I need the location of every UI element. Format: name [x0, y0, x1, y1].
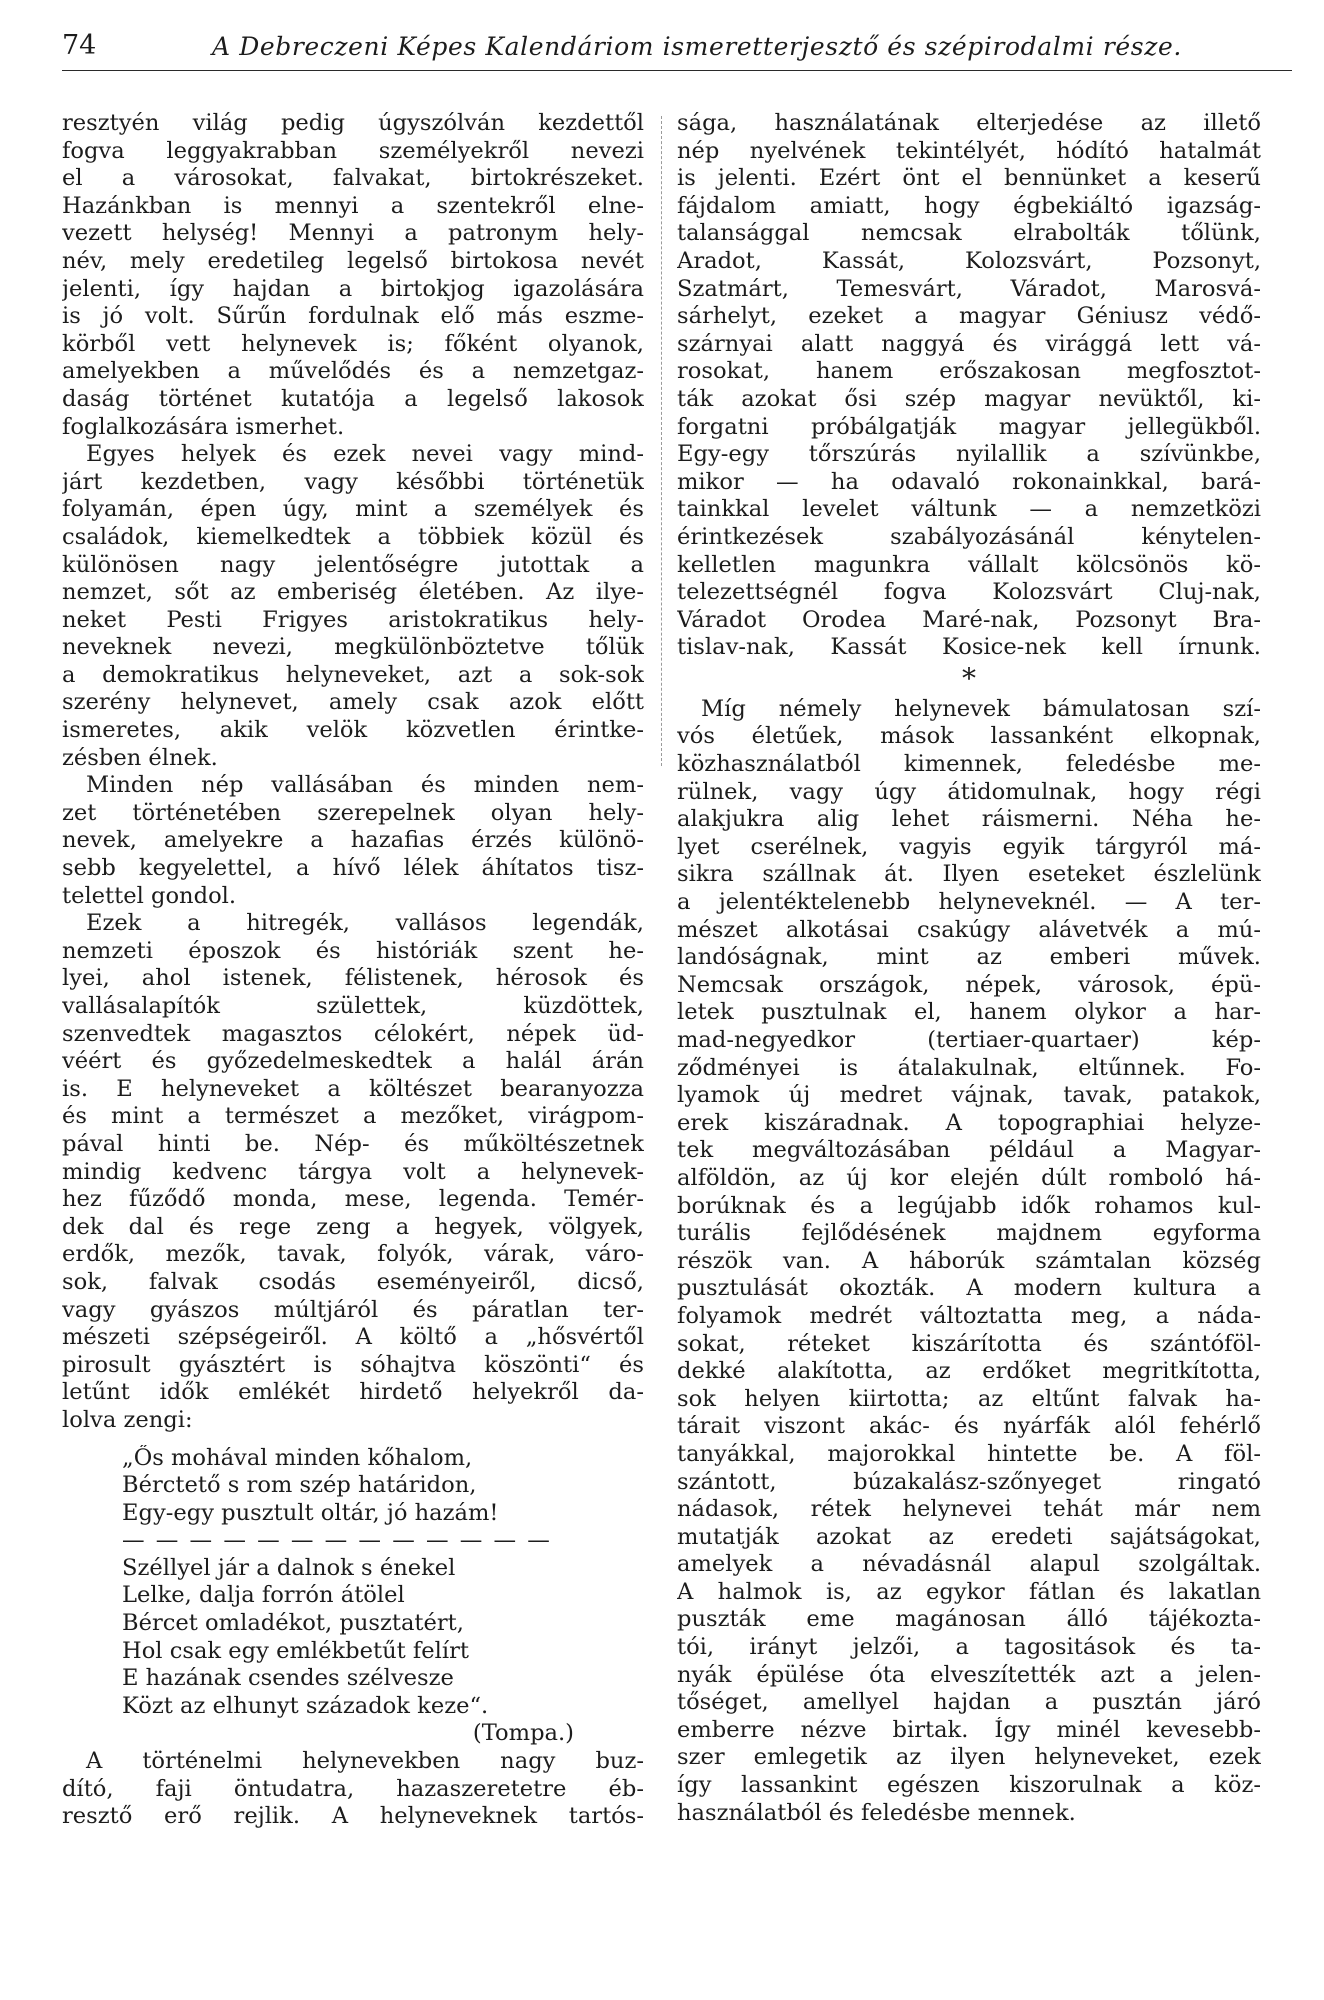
text-line: tainkkal levelet váltunk — a nemzetközi [677, 496, 1261, 523]
right-column [677, 110, 1261, 1827]
text-line: sokat, réteket kiszárította és szántóföl- [677, 1330, 1261, 1357]
text-line: sárhelyt, ezeket a magyar Géniusz védő- [677, 303, 1261, 330]
text-line: alakjukra alig lehet ráismerni. Néha he- [677, 806, 1261, 833]
text-line: telezettségnél fogva Kolozsvárt Cluj-nak, [677, 579, 1261, 606]
text-line: tislav-nak, Kassát Kosice-nek kell írnunk. [677, 634, 1261, 661]
text-line: resztő erő rejlik. A helyneveknek tartós- [62, 1803, 644, 1830]
poem-line: Bércet omladékot, pusztatért, [122, 1610, 464, 1637]
text-line: szántott, búzakalász-szőnyeget ringató [677, 1468, 1261, 1495]
text-line: landóságnak, mint az emberi művek. [677, 944, 1261, 971]
text-line: szárnyai alatt naggyá és virággá lett vá- [677, 330, 1261, 357]
text-line: érintkezések szabályozásánál kénytelen- [677, 523, 1261, 550]
text-line: szerény helynevet, amely csak azok előtt [62, 689, 644, 716]
poem-attribution: (Tompa.) [472, 1720, 574, 1747]
text-line: sebb kegyelettel, a hívő lélek áhítatos tisz- [62, 855, 644, 882]
text-line: és mint a természet a mezőket, virágpom- [62, 1103, 644, 1130]
text-line: pával hinti be. Nép- és műköltészetnek [62, 1130, 644, 1157]
text-line: foglalkozására ismerhet. [62, 413, 345, 440]
poem-line: Közt az elhunyt századok keze“. [122, 1692, 489, 1719]
text-line: közhasználatból kimennek, feledésbe me- [677, 751, 1261, 778]
text-line: nép nyelvének tekintélyét, hódító hatalmát [677, 137, 1261, 164]
text-line: dekké alakította, az erdőket megritkította, [677, 1358, 1261, 1385]
text-line: vagy gyászos múltjáról és páratlan ter- [62, 1296, 644, 1323]
text-line: amelyekben a művelődés és a nemzetgaz- [62, 358, 644, 385]
text-line: használatból és feledésbe mennek. [677, 1799, 1076, 1826]
running-title: A Debreczeni Képes Kalendáriom ismeretterjesztő és szépirodalmi része. [212, 32, 1182, 61]
text-line: a jelentéktelenebb helyneveknél. — A ter- [677, 889, 1261, 916]
text-line: nemzeti époszok és históriák szent he- [62, 937, 644, 964]
paragraph-start-line: Ezek a hitregék, vallásos legendák, [86, 910, 644, 937]
text-line: tek megváltozásában például a Magyar- [677, 1137, 1261, 1164]
text-line: sok helyen kiirtotta; az eltűnt falvak ha- [677, 1385, 1261, 1412]
text-line: rosokat, hanem erőszakosan megfosztot- [677, 358, 1261, 385]
text-line: ták azokat ősi szép magyar nevüktől, ki- [677, 385, 1261, 412]
text-line: nevek, amelyekre a hazafias érzés különö- [62, 827, 644, 854]
text-line: nádasok, rétek helynevei tehát már nem [677, 1496, 1261, 1523]
text-columns [62, 110, 1292, 1970]
text-line: erek kiszáradnak. A topographiai helyze- [677, 1109, 1261, 1136]
text-line: Hazánkban is mennyi a szentekről elne- [62, 192, 644, 219]
text-line: kelletlen magunkra vállalt kölcsönös kö- [677, 551, 1261, 578]
text-line: mészet alkotásai csakúgy alávetvék a mú- [677, 916, 1261, 943]
text-line: vallásalapítók születtek, küzdöttek, [62, 993, 644, 1019]
text-line: Egy-egy tőrszúrás nyilallik a szívünkbe, [677, 441, 1261, 468]
text-line: Aradot, Kassát, Kolozsvárt, Pozsonyt, [677, 247, 1261, 274]
paragraph-start-line: A történelmi helynevekben nagy buz- [86, 1748, 644, 1775]
text-line: neket Pesti Frigyes aristokratikus hely- [62, 606, 644, 633]
text-line: mad-negyedkor (tertiaer-quartaer) kép- [677, 1027, 1261, 1053]
paragraph-start-line: Minden nép vallásában és minden nem- [86, 772, 644, 799]
text-line: dek dal és rege zeng a hegyek, völgyek, [62, 1213, 644, 1240]
text-line: is. E helyneveket a költészet bearanyozza [62, 1075, 644, 1102]
text-line: családok, kiemelkedtek a többiek közül és [62, 523, 644, 550]
text-line: fájdalom amiatt, hogy égbekiáltó igazság- [677, 192, 1261, 219]
poem-line: Széllyel jár a dalnok s énekel [122, 1554, 456, 1581]
text-line: A halmok is, az egykor fátlan és lakatlan [677, 1578, 1261, 1605]
text-line: ismeretes, akik velök közvetlen érintke- [62, 717, 644, 744]
text-line: sok, falvak csodás eseményeiről, dicső, [62, 1268, 644, 1295]
text-line: pusztulását okozták. A modern kultura a [677, 1275, 1261, 1302]
section-separator-asterisk: * [962, 661, 976, 695]
text-line: Váradot Orodea Maré-nak, Pozsonyt Bra- [677, 606, 1261, 633]
text-line: szenvedtek magasztos célokért, népek üd- [62, 1020, 644, 1047]
text-line: sikra szállnak át. Ilyen eseteket észlelünk [677, 861, 1261, 888]
text-line: turális fejlődésének majdnem egyforma [677, 1220, 1261, 1247]
text-line: vezett helység! Mennyi a patronym hely- [62, 220, 644, 247]
poem-line: E hazának csendes szélvesze [122, 1665, 454, 1692]
text-line: amelyek a névadásnál alapul szolgáltak. [677, 1551, 1261, 1578]
text-line: vós életűek, mások lassanként elkopnak, [677, 723, 1261, 750]
text-line: sága, használatának elterjedése az illető [677, 110, 1261, 136]
text-line: ződményei is átalakulnak, eltűnnek. Fo- [677, 1054, 1261, 1081]
text-line: letűnt idők emlékét hirdető helyekről da- [62, 1379, 644, 1406]
text-line: nyák épülése óta elveszítették azt a jelen- [677, 1661, 1261, 1688]
paragraph-start-line: Míg némely helynevek bámulatosan szí- [701, 695, 1261, 722]
text-line: név, mely eredetileg legelső birtokosa nevét [62, 247, 644, 274]
text-line: borúknak és a legújabb idők rohamos kul- [677, 1192, 1261, 1219]
page-header [62, 28, 1292, 71]
text-line: is jó volt. Sűrűn fordulnak elő más eszme- [62, 303, 644, 330]
text-line: lyei, ahol istenek, félistenek, hérosok és [62, 965, 644, 992]
left-column [62, 110, 644, 1831]
text-line: véért és győzedelmeskedtek a halál árán [62, 1048, 644, 1075]
text-line: tárait viszont akác- és nyárfák alól fehérlő [677, 1413, 1261, 1440]
text-line: körből vett helynevek is; főként olyanok, [62, 330, 644, 357]
page-number: 74 [62, 30, 97, 61]
text-line: tőséget, amellyel hajdan a pusztán járó [677, 1689, 1261, 1716]
text-line: neveknek nevezi, megkülönböztetve tőlük [62, 634, 644, 661]
text-line: mutatják azokat az eredeti sajátságokat, [677, 1523, 1261, 1550]
text-line: puszták eme magánosan álló tájékozta- [677, 1606, 1261, 1633]
paragraph-start-line: Egyes helyek és ezek nevei vagy mind- [86, 441, 644, 468]
text-line: jelenti, így hajdan a birtokjog igazolására [62, 275, 644, 302]
text-line: pirosult gyásztért is sóhajtva köszönti“ és [62, 1351, 644, 1378]
text-line: fogva leggyakrabban személyekről nevezi [62, 137, 644, 164]
poem-line: Bérctető s rom szép határidon, [122, 1472, 477, 1499]
poem [62, 1445, 644, 1749]
poem-line: Lelke, dalja forrón átölel [122, 1582, 405, 1609]
text-line: járt kezdetben, vagy későbbi történetük [62, 468, 644, 495]
text-line: lolva zengi: [62, 1406, 193, 1433]
text-line: rülnek, vagy úgy átidomulnak, hogy régi [677, 778, 1261, 805]
book-page [62, 28, 1292, 1978]
text-line: talansággal nemcsak elrabolták tőlünk, [677, 220, 1261, 247]
poem-separator: — — — — — — — — — — — — — [122, 1527, 552, 1554]
text-line: mészeti szépségeiről. A költő a „hősvértől [62, 1324, 644, 1351]
text-line: telettel gondol. [62, 882, 237, 909]
poem-gap [62, 1435, 644, 1445]
text-line: folyamok medrét változtatta meg, a náda- [677, 1302, 1261, 1329]
text-line: nemzet, sőt az emberiség életében. Az ilye- [62, 579, 644, 606]
text-line: mikor — ha odavaló rokonainkkal, bará- [677, 468, 1261, 495]
text-line: alföldön, az új kor elején dúlt romboló há- [677, 1164, 1261, 1191]
poem-line: „Ős mohával minden kőhalom, [122, 1444, 473, 1471]
text-line: tanyákkal, majorokkal hintette be. A föl- [677, 1440, 1261, 1467]
poem-line: Egy-egy pusztult oltár, jó hazám! [122, 1499, 499, 1526]
text-line: lyet cserélnek, vagyis egyik tárgyról má- [677, 833, 1261, 860]
text-line: daság történet kutatója a legelső lakosok [62, 385, 644, 412]
text-line: el a városokat, falvakat, birtokrészeket. [62, 165, 644, 192]
text-line: erdők, mezők, tavak, folyók, várak, váro- [62, 1241, 644, 1268]
text-line: lyamok új medret vájnak, tavak, patakok, [677, 1082, 1261, 1109]
text-line: dító, faji öntudatra, hazaszeretetre éb- [62, 1775, 644, 1802]
text-line: emberre nézve birtak. Így minél kevesebb- [677, 1716, 1261, 1743]
column-divider [661, 116, 662, 766]
text-line: hez fűződő monda, mese, legenda. Temér- [62, 1186, 644, 1213]
text-line: tói, irányt jelzői, a tagositások és ta- [677, 1634, 1261, 1661]
text-line: részök van. A háborúk számtalan község [677, 1247, 1261, 1274]
text-line: Nemcsak országok, népek, városok, épü- [677, 971, 1261, 998]
text-line: a demokratikus helyneveket, azt a sok-sok [62, 661, 644, 688]
text-line: resztyén világ pedig úgyszólván kezdettől [62, 110, 644, 136]
text-line: is jelenti. Ezért önt el bennünket a keserű [677, 165, 1261, 192]
text-line: különösen nagy jelentőségre jutottak a [62, 551, 644, 578]
text-line: Szatmárt, Temesvárt, Váradot, Marosvá- [677, 275, 1261, 302]
text-line: zet történetében szerepelnek olyan hely- [62, 799, 644, 826]
text-line: mindig kedvenc tárgya volt a helynevek- [62, 1158, 644, 1185]
text-line: szer emlegetik az ilyen helyneveket, ezek [677, 1744, 1261, 1771]
poem-line: Hol csak egy emlékbetűt felírt [122, 1637, 469, 1664]
text-line: letek pusztulnak el, hanem olykor a har- [677, 999, 1261, 1026]
text-line: folyamán, épen úgy, mint a személyek és [62, 496, 644, 523]
text-line: forgatni próbálgatják magyar jellegükből. [677, 413, 1261, 440]
text-line: zésben élnek. [62, 744, 218, 771]
text-line: így lassankint egészen kiszorulnak a köz- [677, 1772, 1261, 1799]
